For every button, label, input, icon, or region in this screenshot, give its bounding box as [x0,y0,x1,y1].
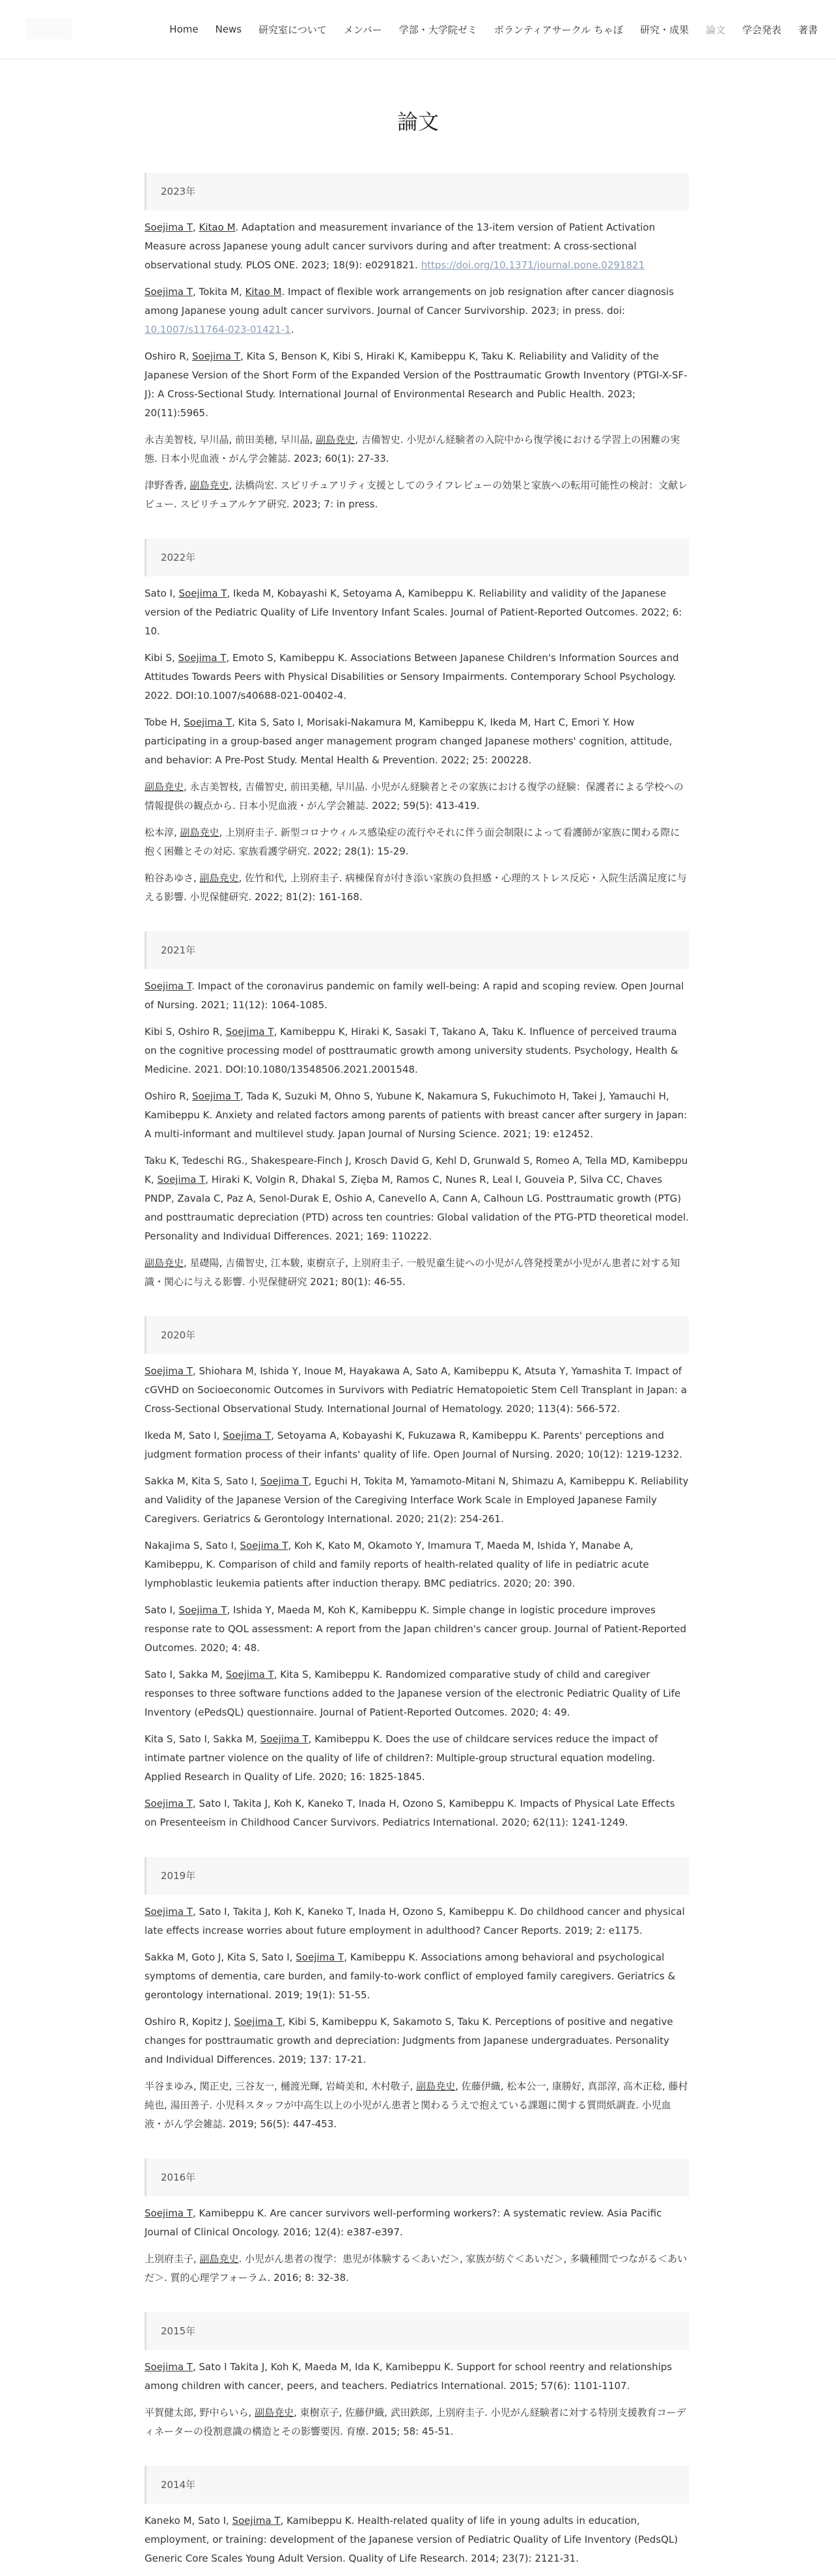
citation-text: , 佐竹和代, 上別府圭子. 病棟保育が付き添い家族の負担感・心理的ストレス反応・入院生活満足度に与える影響. 小児保健研究. 2022; 81(2): 161-168. [145,872,687,903]
citation-text: , 法橋尚宏. スピリチュアリティ支援としてのライフレビューの効果と家族への転用可能性の検討：文献レビュー. スピリチュアルケア研究. 2023; 7: in press. [145,479,688,510]
publication-entry [145,2077,689,2134]
author-name: 副島尭史 [145,1257,184,1269]
citation-text: Kibi S, Oshiro R, [145,1026,226,1038]
publication-entry [145,2013,689,2069]
citation-text: , Kita S, Kamibeppu K. Randomized comparative study of child and caregiver responses to three software functions added to the Japanese version of the electronic Pediatric Quality of Life Inventory (ePedsQL) questionnaire. Journal of Patient-Reported Outcomes. 2020; 4: 49. [145,1669,681,1718]
author-name: 副島尭史 [316,434,355,446]
citation-text: Tobe H, [145,716,184,728]
citation-text: 半谷まゆみ, 関正史, 三谷友一, 樋渡光輝, 岩崎美和, 木村敬子, [145,2080,417,2092]
citation-text: , Koh K, Kato M, Okamoto Y, Imamura T, Maeda M, Ishida Y, Manabe A, Kamibeppu, K. Comparison of child and family reports of health-related quality of life in pediatric acute lymphoblastic leukemia patients after induction therapy. BMC pediatrics. 2020; 20: 390. [145,1540,649,1589]
publication-entry [145,1536,689,1593]
citation-text: , Kamibeppu K. Health-related quality of life in young adults in education, employment, or training: development of the Japanese version of Pediatric Quality of Life Inventory (PedsQL) Generic Core Scales Young Adult Version. Quality of Life Research. 2014; 23(7): 2121-31. [145,2515,678,2564]
publication-entry [145,431,689,468]
citation-text: , Tada K, Suzuki M, Ohno S, Yubune K, Nakamura S, Fukuchimoto H, Takei J, Yamauchi H, Kamibeppu K. Anxiety and related factors among parents of patients with breast cancer after surgery in Japan: A multi-informant and multilevel study. Japan Journal of Nursing Science. 2021; 19: e12452. [145,1090,688,1140]
author-name: Kitao M [199,221,236,233]
publication-entry [145,1665,689,1722]
publication-entry [145,778,689,815]
publication-entry [145,1087,689,1144]
year-heading: 2014年 [145,2466,689,2504]
publication-entry [145,1362,689,1419]
citation-text: . Impact of flexible work arrangements on job resignation after cancer diagnosis among Japanese young adult cancer survivors. Journal of Cancer Survivorship. 2023; in press. doi: [145,286,674,317]
citation-text: , Sato I Takita J, Koh K, Maeda M, Ida K, Kamibeppu K. Support for school reentry and relationships among children with cancer, peers, and teachers. Pediatrics International. 2015; 57(6): 1101-1107. [145,2361,673,2392]
year-section [145,2466,689,2568]
publication-entry [145,2358,689,2396]
publication-entry [145,2403,689,2441]
publication-entry [145,1152,689,1246]
publication-entry [145,1472,689,1529]
author-name: Soejima T [145,2207,193,2219]
publication-entry [145,713,689,770]
citation-text: , Sato I, Takita J, Koh K, Kaneko T, Inada H, Ozono S, Kamibeppu K. Impacts of Physical Late Effects on Presenteeism in Childhood Cancer Survivors. Pediatrics International. 2020; 62(11): 1241-1249. [145,1798,675,1828]
author-name: 副島尭史 [416,2080,456,2092]
year-heading: 2015年 [145,2312,689,2350]
year-section [145,2158,689,2287]
citation-text: , 東樹京子, 佐藤伊織, 武田鉄郎, 上別府圭子. 小児がん経験者に対する特別支援教育コーディネーターの役割意識の構造とその影響要因. 育療. 2015; 58: 45-51. [145,2407,686,2437]
citation-text: , Hiraki K, Volgin R, Dhakal S, Zięba M, Ramos C, Nunes R, Leal I, Gouveia P, Silva CC, Chaves PNDP, Zavala C, Paz A, Senol-Durak E, Oshio A, Canevello A, Cann A, Calhoun LG. Posttraumatic growth (PTG) and posttraumatic depreciation (PTD) across ten countries: Global validation of the PTG-PTD theoretical model. Personality and Individual Differences. 2021; 169: 110222. [145,1174,689,1242]
author-name: Soejima T [184,716,232,728]
author-name: Soejima T [178,1604,227,1616]
publication-entry [145,1023,689,1079]
year-heading: 2019年 [145,1857,689,1895]
publication-entry [145,1426,689,1464]
author-name: Soejima T [240,1540,288,1551]
publication-entry [145,2512,689,2568]
publication-list [145,173,689,2576]
author-name: 副島尭史 [255,2407,294,2418]
citation-text: , Sato I, Takita J, Koh K, Kaneko T, Inada H, Ozono S, Kamibeppu K. Do childhood cancer and physical late effects increase worries about future employment in adulthood? Cancer Reports. 2019; 2: e1175. [145,1906,685,1936]
publication-entry [145,869,689,907]
citation-text: 松本淳, [145,827,180,838]
publication-entry [145,1601,689,1658]
author-name: Soejima T [232,2515,281,2526]
citation-text: , Setoyama A, Kobayashi K, Fukuzawa R, Kamibeppu K. Parents' perceptions and judgment formation process of their infants' quality of life. Open Journal of Nursing. 2020; 10(12): 1219-1232. [145,1430,683,1460]
site-logo[interactable] [26,18,72,39]
author-name: Soejima T [192,350,241,362]
year-section [145,173,689,514]
doi-link[interactable]: 10.1007/s11764-023-01421-1 [145,324,291,335]
publication-entry [145,649,689,705]
citation-text: Kaneko M, Sato I, [145,2515,232,2526]
publication-entry [145,218,689,275]
citation-text: Sato I, Sakka M, [145,1669,226,1680]
author-name: Soejima T [225,1026,274,1038]
nav-item[interactable]: 著書 [798,23,818,36]
author-name: 副島尭史 [199,872,239,884]
citation-text: , Kita S, Benson K, Kibi S, Hiraki K, Kamibeppu K, Taku K. Reliability and Validity of the Japanese Version of the Short Form of the Expanded Version of the Posttraumatic Growth Inventory (PTGI-X-SF-J): A Cross-Sectional Study. International Journal of Environmental Research and Public Health. 2023; 20(11):5965. [145,350,688,419]
site-header [0,0,836,59]
citation-text: . [290,324,294,335]
citation-text: Ikeda M, Sato I, [145,1430,223,1441]
citation-text: . Impact of the coronavirus pandemic on family well-being: A rapid and scoping review. Open Journal of Nursing. 2021; 11(12): 1064-1085. [145,980,684,1011]
publication-entry [145,476,689,514]
author-name: Soejima T [296,1951,344,1963]
citation-text: Sato I, [145,1604,179,1616]
author-name: Soejima T [145,1798,193,1809]
author-name: Soejima T [225,1669,274,1680]
author-name: Soejima T [192,1090,241,1102]
publication-entry [145,347,689,423]
citation-text: , Kamibeppu K, Hiraki K, Sasaki T, Takano A, Taku K. Influence of perceived trauma on the cognitive processing model of posttraumatic growth among university students. Psychology, Health & Medicine. 2021. DOI:10.1080/13548506.2021.2001548. [145,1026,678,1075]
year-heading: 2021年 [145,931,689,969]
publication-entry [145,584,689,641]
author-name: 副島尭史 [180,827,219,838]
author-name: Soejima T [234,2016,283,2028]
publication-entry [145,823,689,861]
citation-text: , Kamibeppu K. Associations among behavioral and psychological symptoms of dementia, care burden, and family-to-work conflict of employed family caregivers. Geriatrics & gerontology international. 2019; 19(1): 51-55. [145,1951,676,2001]
publication-entry [145,1730,689,1787]
publication-entry [145,2204,689,2242]
nav-item[interactable]: 研究・成果 [639,23,689,36]
citation-text: Kita S, Sato I, Sakka M, [145,1733,260,1745]
citation-text: , 永吉美智枝, 吉備智史, 前田美穂, 早川晶. 小児がん経験者とその家族における復学の経験：保護者による学校への情報提供の観点から. 日本小児血液・がん学会雑誌. 2022; 59(5): 413-419. [145,781,684,812]
citation-text: , Kibi S, Kamibeppu K, Sakamoto S, Taku K. Perceptions of positive and negative changes for posttraumatic growth and depreciation: Judgments from Japanese undergraduates. Personality and Individual Differences. 2019; 137: 17-21. [145,2016,673,2065]
citation-text: Sakka M, Kita S, Sato I, [145,1475,260,1487]
citation-text: 津野香香, [145,479,190,491]
author-name: Soejima T [260,1475,309,1487]
citation-text: , Kita S, Sato I, Morisaki-Nakamura M, Kamibeppu K, Ikeda M, Hart C, Emori Y. How participating in a group-based anger management program changed Japanese mothers' cognition, attitude, and behavior: A Pre-Post Study. Mental Health & Prevention. 2022; 25: 200228. [145,716,673,766]
author-name: 副島尭史 [189,479,229,491]
publication-entry [145,283,689,339]
publication-entry [145,1794,689,1832]
publication-entry [145,1903,689,1940]
main-nav [169,0,818,59]
citation-text: , 佐藤伊織, 松本公一, 康勝好, 真部淳, 高木正稔, 藤村純也, 湯田善子. 小児科スタッフが中高生以上の小児がん患者と関わるうえで抱えている課題に関する質問紙調査. 小児血液・がん学会雑誌. 2019; 56(5): 447-453. [145,2080,688,2130]
year-heading: 2023年 [145,173,689,210]
author-name: Kitao M [245,286,282,298]
nav-item[interactable]: メンバー [343,23,382,36]
year-section [145,2312,689,2441]
author-name: Soejima T [260,1733,309,1745]
citation-text: , Tokita M, [193,286,245,298]
nav-item[interactable]: 学会発表 [742,23,781,36]
citation-text: , Eguchi H, Tokita M, Yamamoto-Mitani N, Shimazu A, Kamibeppu K. Reliability and Validity of the Japanese Version of the Caregiving Interface Work Scale in Employed Japanese Family Caregivers. Geriatrics & Gerontology International. 2020; 21(2): 254-261. [145,1475,689,1525]
citation-text: Taku K, Tedeschi RG., Shakespeare-Finch J, Krosch David G, Kehl D, Grunwald S, Romeo A, Tella MD, Kamibeppu K, [145,1155,688,1185]
citation-text: Nakajima S, Sato I, [145,1540,240,1551]
nav-item[interactable]: ボランティアサークル ちゃぼ [494,23,623,36]
doi-link[interactable]: https://doi.org/10.1371/journal.pone.0291821 [421,259,645,271]
author-name: Soejima T [145,1365,193,1377]
citation-text: Oshiro R, Kopitz J, [145,2016,234,2028]
citation-text: , 上別府圭子. 新型コロナウィルス感染症の流行やそれに伴う面会制限によって看護師が家族に関わる際に抱く困難とその対応. 家族看護学研究. 2022; 28(1): 15-29. [145,827,680,857]
author-name: Soejima T [145,980,192,992]
citation-text: Sakka M, Goto J, Kita S, Sato I, [145,1951,296,1963]
nav-item[interactable]: 論文 [705,23,725,36]
citation-text: , [193,221,199,233]
publication-entry [145,2250,689,2287]
citation-text: , 星礎陽, 吉備智史, 江本駿, 東樹京子, 上別府圭子. 一般児童生徒への小児がん啓発授業が小児がん患者に対する知識・関心に与える影響. 小児保健研究 2021; 80(1): 46-55. [145,1257,680,1288]
nav-item[interactable]: 学部・大学院ゼミ [398,23,477,36]
citation-text: , 吉備智史. 小児がん経験者の入院中から復学後における学習上の困難の実態. 日本小児血液・がん学会雑誌. 2023; 60(1): 27-33. [145,434,680,464]
citation-text: 永吉美智枝, 早川晶, 前田美穂, 早川晶, [145,434,316,446]
citation-text: , Shiohara M, Ishida Y, Inoue M, Hayakawa A, Sato A, Kamibeppu K, Atsuta Y, Yamashita T. Impact of cGVHD on Socioeconomic Outcomes in Survivors with Pediatric Hematopoietic Stem Cell Transplant in Japan: a Cross-Sectional Observational Study. International Journal of Hematology. 2020; 113(4): 566-572. [145,1365,687,1415]
author-name: Soejima T [145,221,193,233]
page-title: 論文 [397,109,439,134]
citation-text: , Kamibeppu K. Are cancer survivors well-performing workers?: A systematic review. Asia Pacific Journal of Clinical Oncology. 2016; 12(4): e387-e397. [145,2207,662,2238]
citation-text: 平賀健太郎, 野中らいら, [145,2407,255,2418]
author-name: Soejima T [223,1430,272,1441]
author-name: Soejima T [157,1174,206,1185]
citation-text: . Adaptation and measurement invariance of the 13-item version of Patient Activation Measure across Japanese young adult cancer survivors during and after treatment: A cross-sectional observational study. PLOS ONE. 2023; 18(9): e0291821. [145,221,656,271]
year-section [145,1316,689,1832]
author-name: Soejima T [178,652,227,664]
author-name: 副島尭史 [145,781,184,793]
citation-text: , Ikeda M, Kobayashi K, Setoyama A, Kamibeppu K. Reliability and validity of the Japanese version of the Pediatric Quality of Life Inventory Infant Scales. Journal of Patient-Reported Outcomes. 2022; 6: 10. [145,587,682,637]
year-heading: 2020年 [145,1316,689,1354]
year-section [145,539,689,907]
nav-item[interactable]: Home [169,23,199,35]
publication-entry [145,1948,689,2005]
author-name: Soejima T [145,286,193,298]
citation-text: Oshiro R, [145,1090,193,1102]
author-name: 副島尭史 [199,2253,239,2265]
nav-item[interactable]: News [215,23,242,35]
year-section [145,1857,689,2134]
year-heading: 2016年 [145,2158,689,2196]
author-name: Soejima T [145,2361,193,2373]
citation-text: . 小児がん患者の復学：患児が体験する＜あいだ＞, 家族が紡ぐ＜あいだ＞, 多職種間でつながる＜あいだ＞. 質的心理学フォーラム. 2016; 8: 32-38. [145,2253,688,2284]
year-section [145,931,689,1292]
citation-text: 粕谷あゆさ, [145,872,200,884]
citation-text: Oshiro R, [145,350,193,362]
citation-text: , Kamibeppu K. Does the use of childcare services reduce the impact of intimate partner violence on the quality of life of children?: Multiple-group structural equation modeling. Applied Research in Quality of Life. 2020; 16: 1825-1845. [145,1733,658,1783]
citation-text: , Ishida Y, Maeda M, Koh K, Kamibeppu K. Simple change in logistic procedure improves response rate to QOL assessment: A report from the Japan children's cancer group. Journal of Patient-Reported Outcomes. 2020; 4: 48. [145,1604,687,1654]
nav-item[interactable]: 研究室について [258,23,327,36]
citation-text: Sato I, [145,587,179,599]
citation-text: , Emoto S, Kamibeppu K. Associations Between Japanese Children's Information Sources and Attitudes Towards Peers with Physical Disabilities or Sensory Impairments. Contemporary School Psychology. 2022. DOI:10.1007/s40688-021-00402-4. [145,652,679,701]
author-name: Soejima T [145,1906,193,1918]
author-name: Soejima T [178,587,227,599]
publication-entry [145,977,689,1015]
publication-entry [145,1254,689,1292]
citation-text: 上別府圭子, [145,2253,200,2265]
year-heading: 2022年 [145,539,689,576]
citation-text: Kibi S, [145,652,178,664]
